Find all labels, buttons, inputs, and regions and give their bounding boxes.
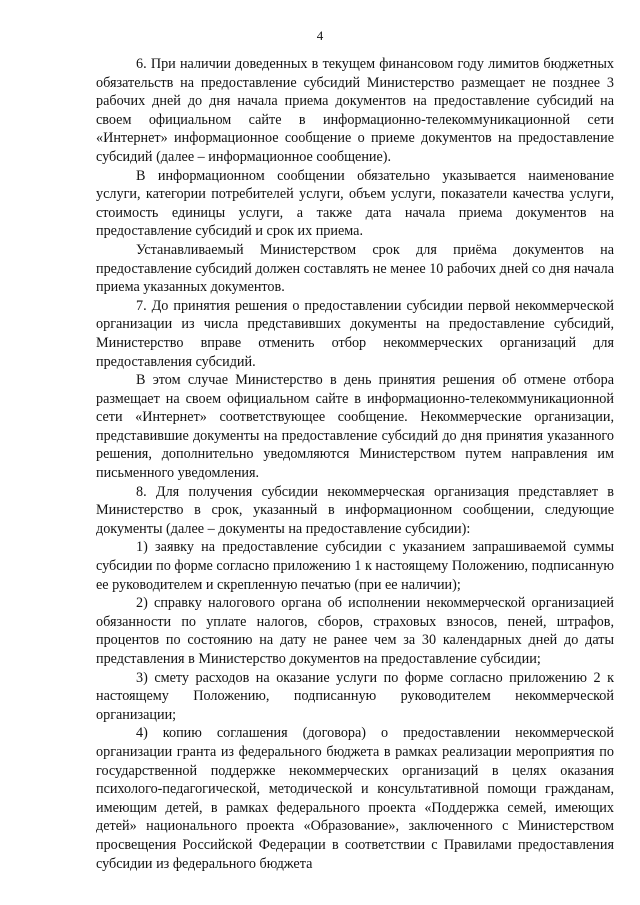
list-item-2-tax-certificate: 2) справку налогового органа об исполнении некоммерческой организацией обязанности по уплате налогов, сборов, страховых взносов, пеней, штрафов, процентов по состоянию на дату не ранее чем за 30 календарных дней до даты представления в Министерство документов на предоставление субсидии; [96,595,614,667]
paragraph-7: 7. До принятия решения о предоставлении субсидии первой некоммерческой организации из числа представивших документы на предоставление субсидий, Министерство вправе отменить отбор некоммерческих организаций для предоставления субсидий. [96,297,614,370]
paragraph-6-info-message-contents: В информационном сообщении обязательно указывается наименование услуги, категории потребителей услуги, объем услуги, показатели качества услуги, стоимость единицы услуги, а также дата начала приема документов на предоставление субсидий и срок их приема. [96,167,614,240]
paragraph-7-cancellation-notice: В этом случае Министерство в день принятия решения об отмене отбора размещает на своем официальном сайте в информационно-телекоммуникационной сети «Интернет» соответствующее сообщение. Некоммерческие организации, представившие документы на предоставление субсидий до дня принятия указанного решения, дополнительно уведомляются Министерством путем направления им письменного уведомления. [96,372,614,482]
paragraph-6: 6. При наличии доведенных в текущем финансовом году лимитов бюджетных обязательств на предоставление субсидий Министерство размещает не позднее 3 рабочих дней до дня начала приема документов на предоставление субсидий на своем официальном сайте в информационно-телекоммуникационной сети «Интернет» информационное сообщение о приеме документов на предоставление субсидий (далее – информационное сообщение). [96,56,614,165]
page-number: 4 [316,28,324,43]
paragraph-6-submission-period: Устанавливаемый Министерством срок для приёма документов на предоставление субсидий должен составлять не менее 10 рабочих дней со дня начала приема указанных документов. [96,241,614,296]
paragraph-8: 8. Для получения субсидии некоммерческая организация представляет в Министерство в срок, указанный в информационном сообщении, следующие документы (далее – документы на предоставление субсидии): [96,483,614,537]
list-item-1-application: 1) заявку на предоставление субсидии с указанием запрашиваемой суммы субсидии по форме согласно приложению 1 к настоящему Положению, подписанную ее руководителем и скрепленную печатью (при ее наличии); [96,539,614,593]
document-body [96,55,614,873]
list-item-3-cost-estimate: 3) смету расходов на оказание услуги по форме согласно приложению 2 к настоящему Положению, подписанную руководителем некоммерческой организации; [96,669,614,723]
list-item-4-grant-agreement-copy: 4) копию соглашения (договора) о предоставлении некоммерческой организации гранта из федерального бюджета в рамках реализации мероприятия по государственной поддержке некоммерческих организаций в целях оказания психолого-педагогической, методической и консультативной помощи гражданам, имеющим детей, в рамках федерального проекта «Поддержка семей, имеющих детей» национального проекта «Образование», заключенного с Министерством просвещения Российской Федерации в соответствии с Правилами предоставления субсидии из федерального бюджета [96,725,614,872]
